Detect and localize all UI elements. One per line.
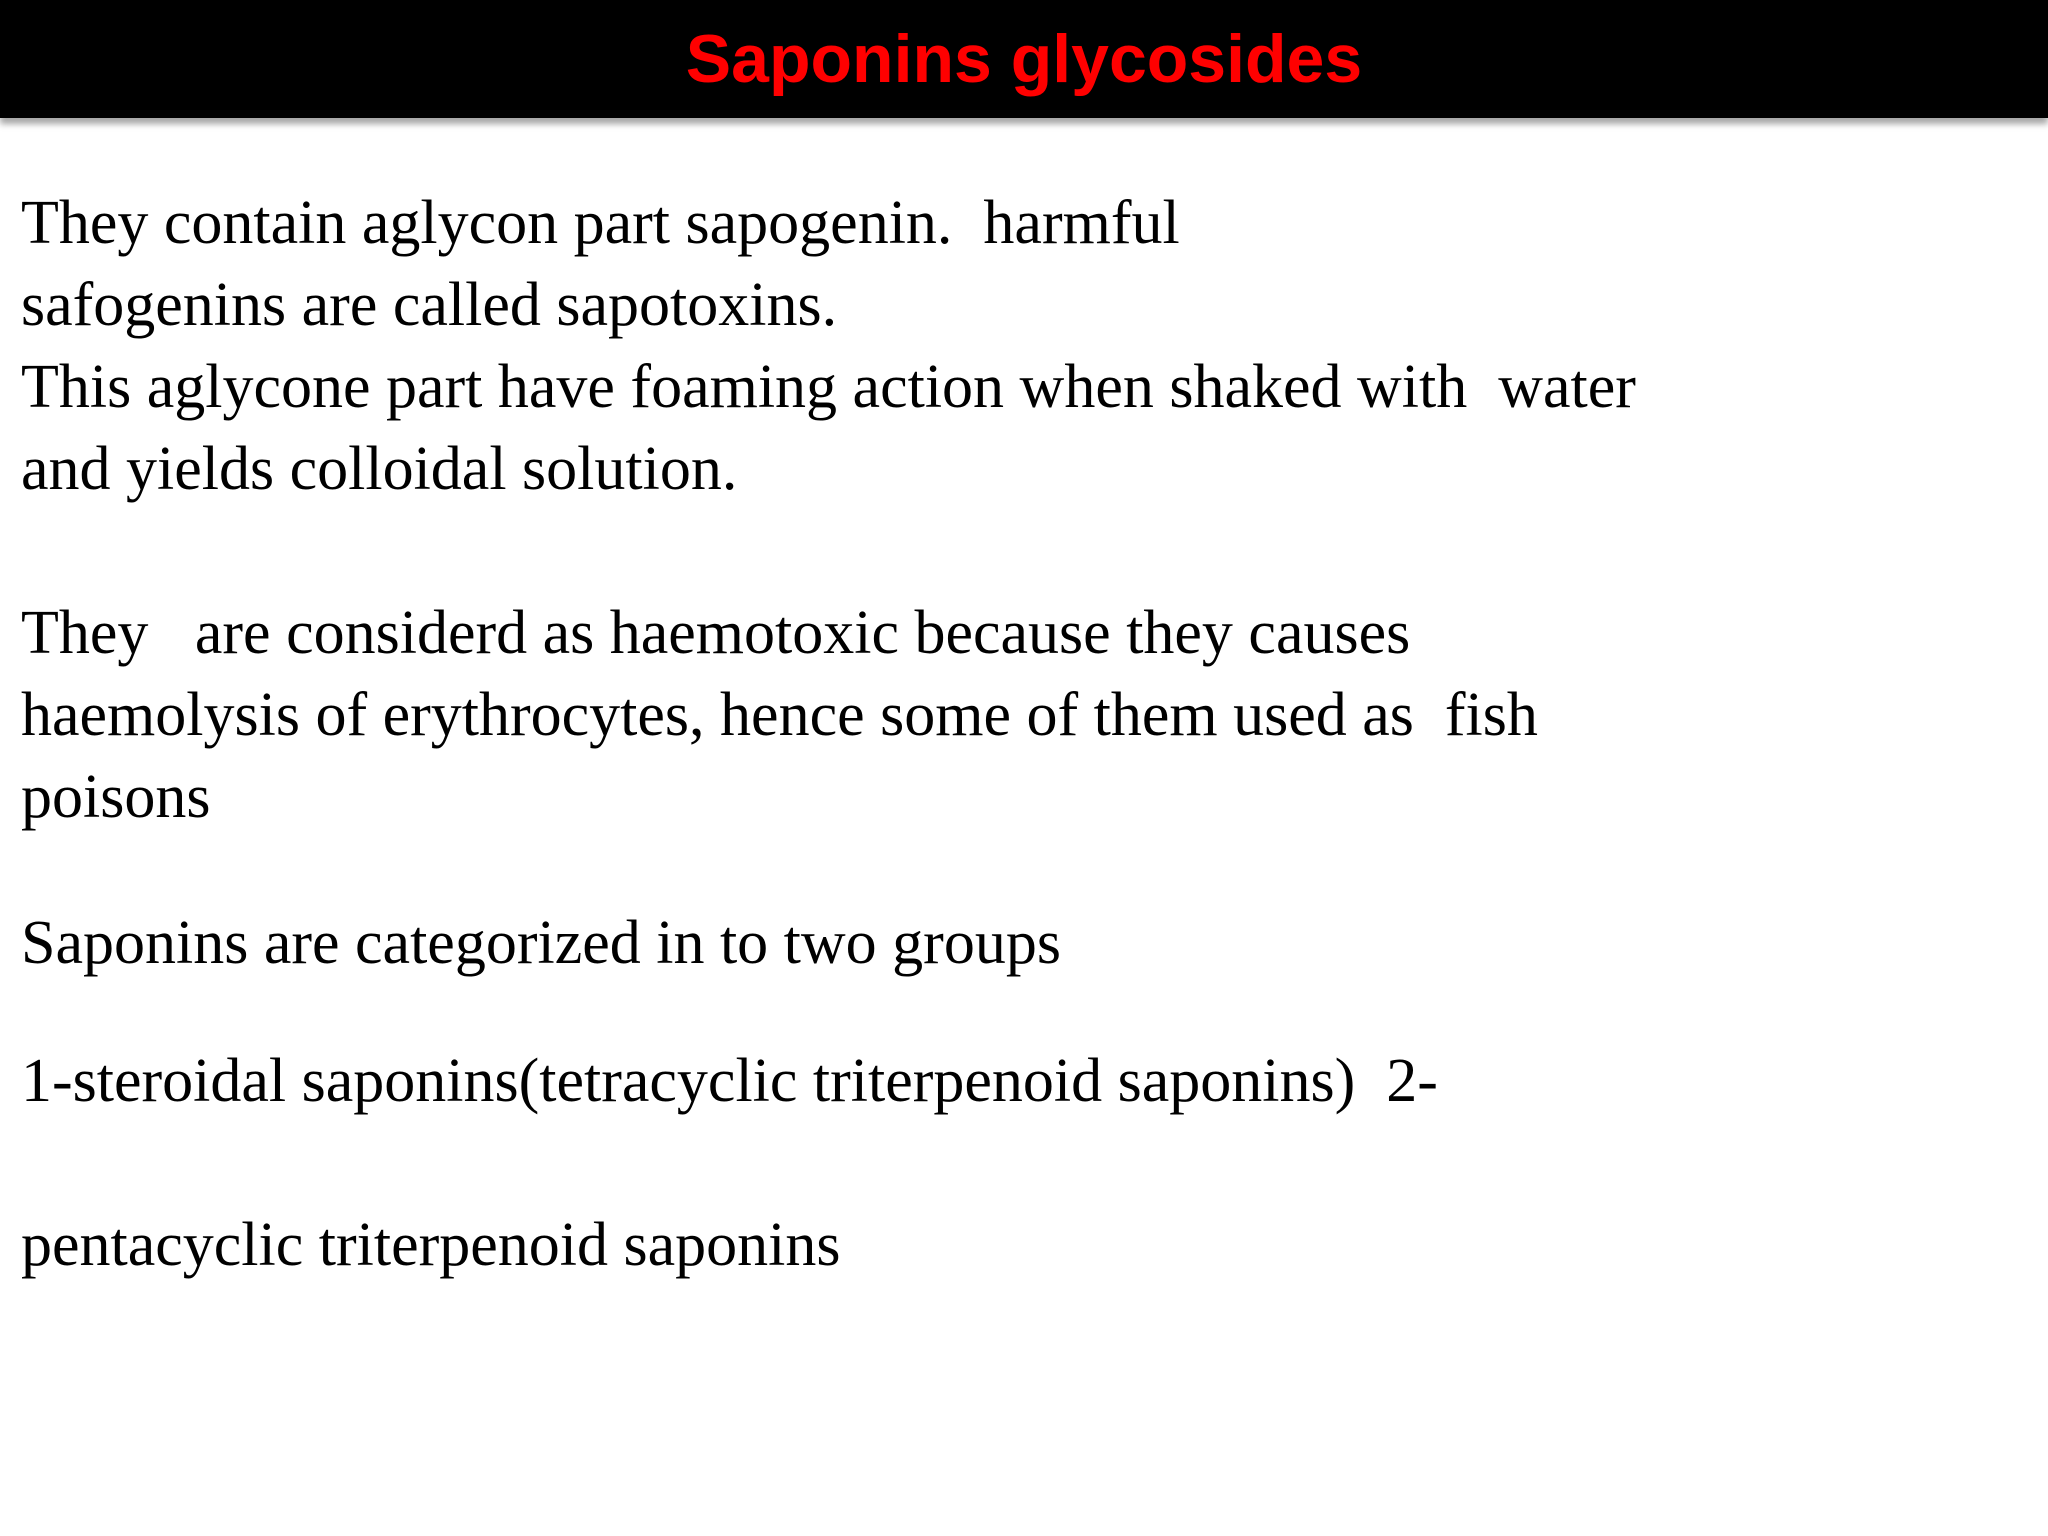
body-line: This aglycone part have foaming action when shaked with water xyxy=(21,353,1636,421)
body-line: safogenins are called sapotoxins. xyxy=(21,271,838,339)
title-bar xyxy=(0,0,2048,118)
body-line: They are considerd as haemotoxic because they causes xyxy=(21,599,1411,667)
body-line: 1-steroidal saponins(tetracyclic triterpenoid saponins) 2- xyxy=(21,1047,1438,1115)
body-line: pentacyclic triterpenoid saponins xyxy=(21,1211,841,1279)
body-line: and yields colloidal solution. xyxy=(21,435,738,503)
body-line: haemolysis of erythrocytes, hence some of them used as fish xyxy=(21,681,1538,749)
body-line: poisons xyxy=(21,763,211,831)
slide-title: Saponins glycosides xyxy=(685,21,1363,97)
body-line: They contain aglycon part sapogenin. harmful xyxy=(21,189,1180,257)
body-line: Saponins are categorized in to two groups xyxy=(21,909,1061,977)
